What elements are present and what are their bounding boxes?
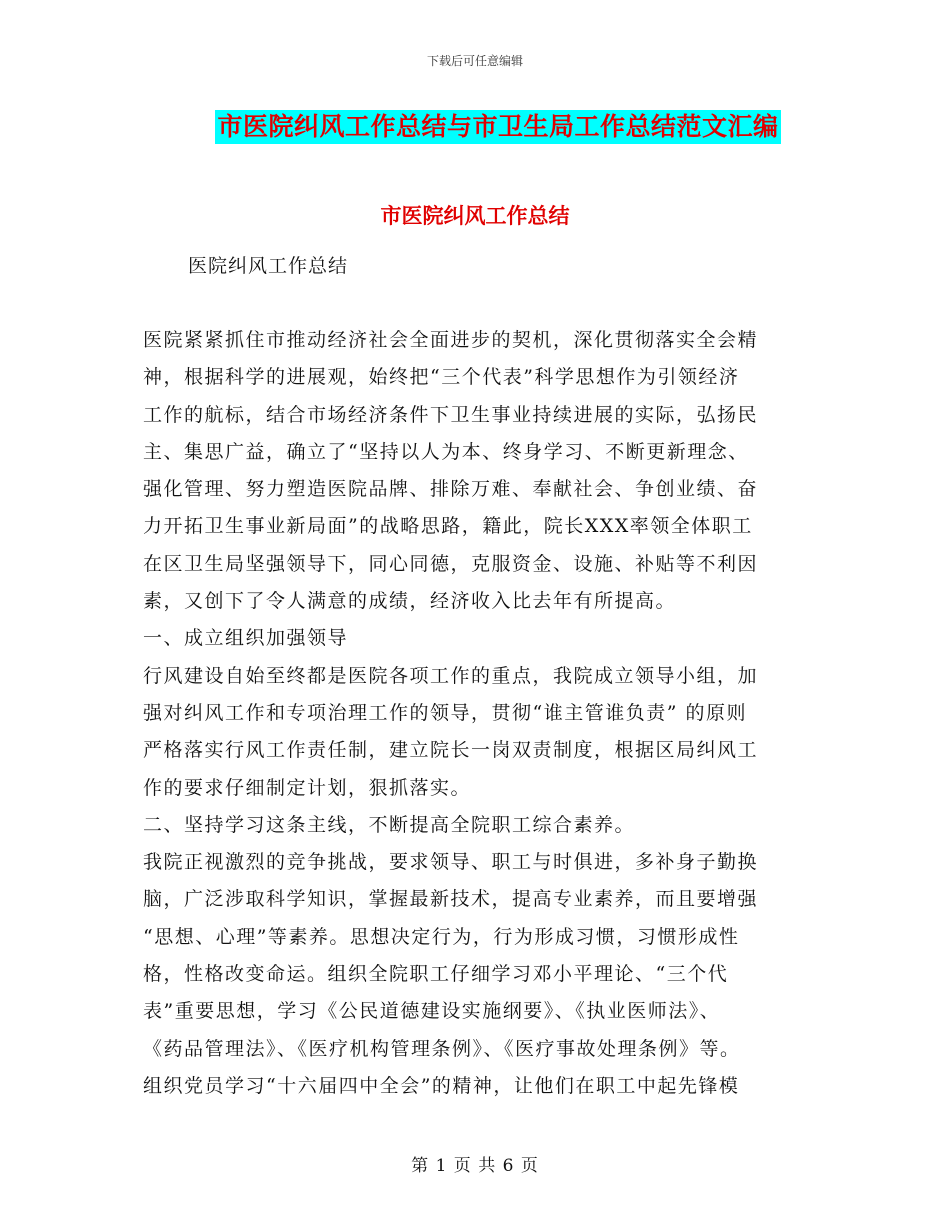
text-line: “思想、心理”等素养。思想决定行为，行为形成习惯，习惯形成性 [143,925,740,948]
document-title: 市医院纠风工作总结与市卫生局工作总结范文汇编 [215,110,780,144]
text-line: 《药品管理法》、《医疗机构管理条例》、《医疗事故处理条例》等。 [143,1037,741,1060]
text-line: 脑，广泛涉取科学知识，掌握最新技术，提高专业素养，而且要增强 [143,888,759,911]
text-line: 力开拓卫生事业新局面”的战略思路，籍此，院长XXX率领全体职工 [143,515,753,538]
text-line: 强化管理、努力塑造医院品牌、排除万难、奉献社会、争创业绩、奋 [143,478,759,501]
text-line: 格，性格改变命运。组织全院职工仔细学习邓小平理论、“三个代 [143,963,729,986]
section-title: 市医院纠风工作总结 [380,203,570,228]
text-line: 表”重要思想，学习《公民道德建设实施纲要》、《执业医师法》、 [143,1000,721,1023]
text-line: 主、集思广益，确立了“坚持以人为本、终身学习、不断更新理念、 [143,440,749,463]
text-line: 素，又创下了令人满意的成绩，经济收入比去年有所提高。 [143,590,677,613]
text-line: 强对纠风工作和专项治理工作的领导，贯彻“谁主管谁负责” 的原则 [143,701,747,724]
body-text [143,322,813,1105]
text-line: 医院紧紧抓住市推动经济社会全面进步的契机，深化贯彻落实全会精 [143,329,759,351]
text-line: 严格落实行风工作责任制，建立院长一岗双责制度，根据区局纠风工 [143,739,759,762]
subtitle: 医院纠风工作总结 [188,255,349,277]
page-footer: 第 1 页 共 6 页 [411,1156,539,1176]
text-line: 组织党员学习“十六届四中全会”的精神，让他们在职工中起先锋模 [143,1074,740,1097]
text-line: 在区卫生局坚强领导下，同心同德，克服资金、设施、补贴等不利因 [143,552,759,575]
document-title-container [0,110,950,144]
heading-line: 二、坚持学习这条主线，不断提高全院职工综合素养。 [143,813,636,836]
text-line: 工作的航标，结合市场经济条件下卫生事业持续进展的实际，弘扬民 [143,403,759,426]
text-line: 作的要求仔细制定计划，狠抓落实。 [143,776,472,799]
heading-line: 一、成立组织加强领导 [143,627,349,650]
page-header: 下载后可任意编辑 [426,54,523,68]
text-line: 我院正视激烈的竞争挑战，要求领导、职工与时俱进，多补身子勤换 [143,851,759,874]
text-line: 神，根据科学的进展观，始终把“三个代表”科学思想作为引领经济 [143,366,740,389]
text-line: 行风建设自始至终都是医院各项工作的重点，我院成立领导小组，加 [143,664,759,687]
